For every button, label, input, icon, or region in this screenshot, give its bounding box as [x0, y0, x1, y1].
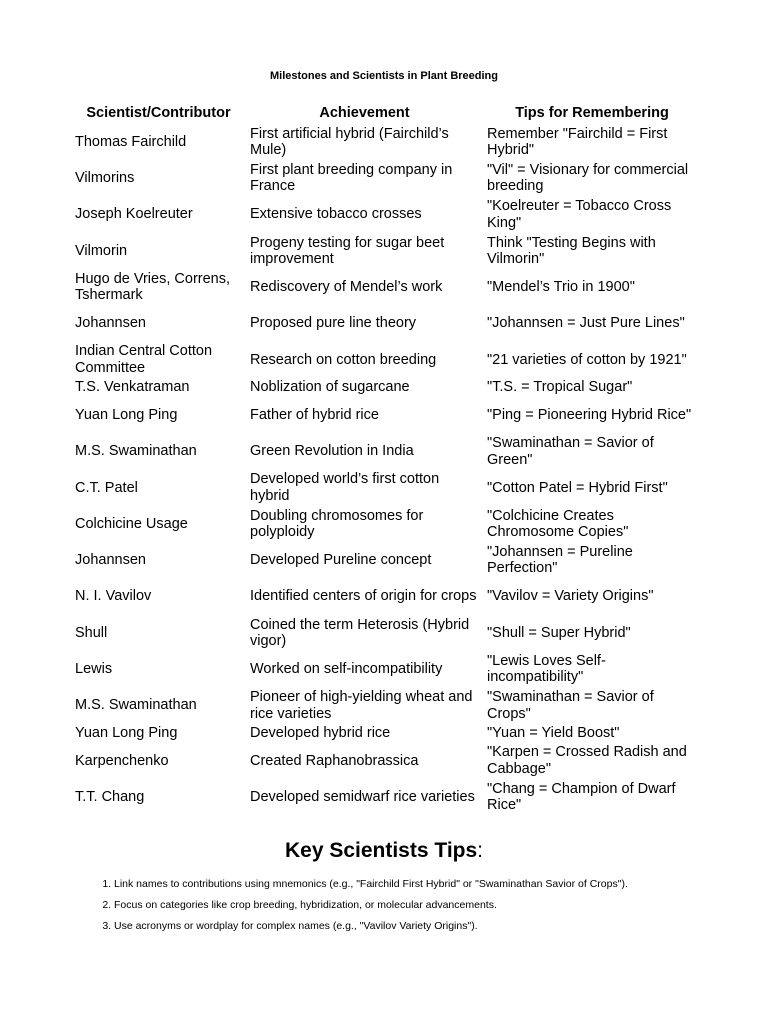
tip-cell: "T.S. = Tropical Sugar": [487, 379, 633, 396]
tip-cell: "Lewis Loves Self-incompatibility": [487, 652, 606, 686]
list-item: 1. Link names to contributions using mnemonics (e.g., "Fairchild First Hybrid" or "Swaminathan Savior of Crops").: [114, 877, 754, 891]
scientist-cell: Shull: [75, 624, 108, 641]
scientist-cell: Johannsen: [75, 552, 146, 569]
achievement-cell: First plant breeding company in France: [250, 161, 453, 195]
table-row: [71, 724, 701, 743]
page-title: Milestones and Scientists in Plant Breeding: [270, 70, 498, 82]
achievement-cell: First artificial hybrid (Fairchild’s Mule): [250, 125, 449, 159]
scientist-cell: Hugo de Vries, Correns, Tshermark: [75, 270, 231, 304]
table-row: [71, 233, 701, 269]
tip-cell: "Karpen = Crossed Radish and Cabbage": [487, 744, 687, 777]
tip-cell: "Shull = Super Hybrid": [487, 624, 631, 641]
achievement-cell: Progeny testing for sugar beet improvement: [250, 234, 445, 268]
scientist-cell: M.S. Swaminathan: [75, 443, 197, 460]
tip-cell: "Vavilov = Variety Origins": [487, 588, 654, 605]
scientist-cell: Lewis: [75, 661, 113, 678]
tip-cell: "Vil" = Visionary for commercial breeding: [487, 161, 689, 195]
table-row: [71, 579, 701, 615]
table-row: [71, 433, 701, 469]
table-row: [71, 160, 701, 196]
achievement-cell: Research on cotton breeding: [250, 351, 437, 368]
achievement-cell: Developed hybrid rice: [250, 725, 391, 741]
tips-heading: [0, 836, 768, 866]
scientist-cell: Yuan Long Ping: [75, 406, 178, 423]
scientist-cell: Johannsen: [75, 315, 146, 332]
scientist-cell: Thomas Fairchild: [75, 133, 187, 150]
scientist-cell: C.T. Patel: [75, 479, 138, 496]
achievement-cell: Doubling chromosomes for polyploidy: [250, 507, 424, 541]
table-row: [71, 378, 701, 397]
scientist-cell: Karpenchenko: [75, 752, 169, 769]
scientist-cell: Yuan Long Ping: [75, 725, 178, 741]
achievement-cell: Coined the term Heterosis (Hybrid vigor): [250, 616, 470, 649]
tip-cell: "Chang = Champion of Dwarf Rice": [487, 780, 676, 814]
tip-cell: "Yuan = Yield Boost": [487, 725, 620, 741]
table-row: [71, 506, 701, 542]
tip-cell: "Swaminathan = Savior of Crops": [487, 689, 654, 722]
scientist-cell: T.T. Chang: [75, 788, 145, 805]
achievement-cell: Father of hybrid rice: [250, 406, 379, 423]
header-achievement: Achievement: [319, 105, 410, 121]
achievement-cell: Extensive tobacco crosses: [250, 206, 422, 223]
table-row: [71, 197, 701, 233]
tip-cell: Remember "Fairchild = First Hybrid": [487, 125, 668, 159]
tip-cell: "Koelreuter = Tobacco Cross King": [487, 198, 672, 231]
tips-heading-text: Key Scientists Tips: [284, 839, 478, 862]
scientist-cell: M.S. Swaminathan: [75, 697, 197, 714]
header-tip: Tips for Remembering: [515, 105, 669, 121]
table-row: [71, 615, 701, 651]
achievement-cell: Worked on self-incompatibility: [250, 661, 443, 678]
tip-cell: "21 varieties of cotton by 1921": [487, 351, 687, 368]
milestones-table: [71, 103, 701, 815]
table-row: [71, 542, 701, 578]
list-item: 2. Focus on categories like crop breeding, hybridization, or molecular advancements.: [114, 898, 754, 912]
achievement-cell: Pioneer of high-yielding wheat and rice varieties: [250, 689, 473, 722]
achievement-cell: Developed semidwarf rice varieties: [250, 788, 475, 805]
table-row: [71, 397, 701, 433]
table-row: [71, 305, 701, 341]
scientist-cell: Joseph Koelreuter: [75, 206, 193, 223]
tip-cell: "Swaminathan = Savior of Green": [487, 435, 654, 468]
scientist-cell: Colchicine Usage: [75, 515, 188, 532]
tip-cell: "Mendel’s Trio in 1900": [487, 279, 635, 296]
scientist-cell: T.S. Venkatraman: [75, 379, 190, 396]
table-row: [71, 651, 701, 687]
tip-cell: Think "Testing Begins with Vilmorin": [487, 234, 656, 268]
tip-cell: "Colchicine Creates Chromosome Copies": [487, 507, 629, 541]
achievement-cell: Created Raphanobrassica: [250, 752, 419, 769]
header-scientist: Scientist/Contributor: [86, 105, 231, 121]
table-row: [71, 342, 701, 378]
tips-heading-colon: :: [477, 839, 484, 862]
tip-cell: "Johannsen = Pureline Perfection": [487, 543, 633, 577]
table-header-row: [71, 103, 701, 124]
tips-list: [98, 877, 754, 940]
table-row: [71, 470, 701, 506]
scientist-cell: Indian Central Cotton Committee: [75, 343, 213, 376]
achievement-cell: Noblization of sugarcane: [250, 379, 410, 396]
tip-cell: "Johannsen = Just Pure Lines": [487, 315, 685, 332]
table-row: [71, 687, 701, 723]
achievement-cell: Green Revolution in India: [250, 443, 414, 460]
scientist-cell: Vilmorins: [75, 170, 135, 187]
tip-cell: "Ping = Pioneering Hybrid Rice": [487, 406, 692, 423]
tip-cell: "Cotton Patel = Hybrid First": [487, 479, 668, 496]
scientist-cell: N. I. Vavilov: [75, 588, 152, 605]
table-row: [71, 743, 701, 779]
achievement-cell: Identified centers of origin for crops: [250, 588, 477, 605]
achievement-cell: Proposed pure line theory: [250, 315, 417, 332]
achievement-cell: Developed Pureline concept: [250, 552, 432, 569]
table-row: [71, 124, 701, 160]
table-row: [71, 779, 701, 815]
scientist-cell: Vilmorin: [75, 242, 128, 259]
list-item: 3. Use acronyms or wordplay for complex names (e.g., "Vavilov Variety Origins").: [114, 919, 754, 933]
table-row: [71, 269, 701, 305]
achievement-cell: Rediscovery of Mendel’s work: [250, 279, 443, 296]
achievement-cell: Developed world’s first cotton hybrid: [250, 471, 440, 504]
